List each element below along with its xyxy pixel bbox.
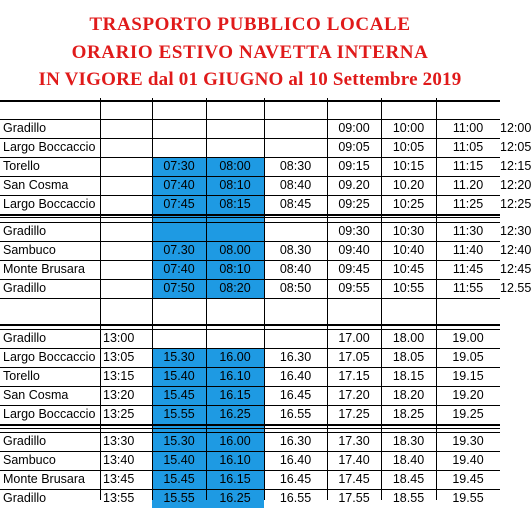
row-divider [0,217,500,218]
departure-time: 16.15 [219,388,251,402]
departure-time: 09:25 [338,197,370,211]
timetable-row [0,260,531,279]
departure-time: 17.45 [338,472,370,486]
timetable-row [0,470,500,489]
departure-time: 18.00 [392,331,425,345]
departure-time: 18.30 [392,434,425,448]
departure-time: 10:45 [392,262,425,276]
departure-time: 10:40 [392,243,425,257]
departure-time: 15.40 [163,453,195,467]
timetable-row [0,348,500,367]
departure-time: 15.55 [163,407,195,421]
title-line-1: TRASPORTO PUBBLICO LOCALE [89,14,411,35]
departure-time: 09:55 [338,281,370,295]
departure-time: 10:00 [392,121,425,135]
departure-time: 09:45 [338,262,370,276]
departure-time: 10:30 [392,224,425,238]
departure-time: 10:15 [392,159,425,173]
validity-line: IN VIGORE dal 01 GIUGNO al 10 Settembre 2019 [38,69,462,90]
departure-time: 18.40 [392,453,425,467]
departure-time: 07.30 [163,243,195,257]
departure-time [152,222,206,241]
departure-time: 16.00 [219,350,251,364]
departure-time: 09:00 [338,121,370,135]
departure-time: 17.55 [338,491,370,505]
departure-time [206,329,264,348]
departure-time: 19.20 [452,388,484,402]
departure-time [152,119,206,138]
departure-time: 18.55 [392,491,425,505]
stop-name: Largo Boccaccio [3,197,96,211]
departure-time: 11:40 [452,243,484,257]
timetable-row [0,367,500,386]
departure-time: 13:55 [103,491,135,505]
departure-time: 07:50 [163,281,195,295]
departure-time: 12:25 [500,197,531,211]
departure-time [100,119,152,138]
stop-name: Monte Brusara [3,472,85,486]
departure-time: 17.15 [338,369,370,383]
departure-time: 09:05 [338,140,370,154]
departure-time: 13:15 [103,369,135,383]
departure-time [100,157,152,176]
departure-time: 18.05 [392,350,425,364]
timetable-row [0,451,500,470]
departure-time: 19.25 [452,407,484,421]
departure-time: 11:45 [452,262,484,276]
departure-time: 19.40 [452,453,484,467]
departure-time: 16.40 [279,369,312,383]
stop-name: Gradillo [3,281,47,295]
departure-time [100,176,152,195]
departure-time: 10.20 [392,178,425,192]
departure-time: 17.00 [338,331,370,345]
departure-time [152,138,206,157]
departure-time: 19.45 [452,472,484,486]
departure-time: 13:00 [103,331,135,345]
departure-time [206,119,264,138]
row-divider [0,298,500,299]
departure-time: 12:30 [500,224,531,238]
departure-time: 16.15 [219,472,251,486]
departure-time: 12:00 [500,121,531,135]
departure-time: 13:40 [103,453,135,467]
departure-time: 19.30 [452,434,484,448]
timetable-row [0,279,531,298]
departure-time: 15.45 [163,388,195,402]
departure-time: 10:55 [392,281,425,295]
departure-time: 19.15 [452,369,484,383]
departure-time: 16.25 [219,407,251,421]
departure-time: 08:10 [219,262,251,276]
departure-time: 12.55 [500,281,531,295]
departure-time: 07:30 [163,159,195,173]
departure-time: 11:30 [452,224,484,238]
departure-time [264,119,327,138]
departure-time: 11:15 [452,159,484,173]
departure-time: 17.05 [338,350,370,364]
stop-name: Torello [3,159,40,173]
departure-time [100,260,152,279]
stop-name: Largo Boccaccio [3,407,96,421]
departure-time: 13:20 [103,388,135,402]
departure-time: 11:55 [452,281,484,295]
departure-time [206,138,264,157]
stop-name: San Cosma [3,178,69,192]
stop-name: Gradillo [3,121,47,135]
stop-name: Gradillo [3,491,47,505]
departure-time: 18.45 [392,472,425,486]
departure-time: 08:40 [279,262,312,276]
timetable-row [0,138,531,157]
departure-time: 09:40 [338,243,370,257]
timetable-grid [0,98,531,505]
departure-time: 11.20 [452,178,484,192]
stop-name: Gradillo [3,224,47,238]
departure-time [100,241,152,260]
departure-time: 08:20 [219,281,251,295]
departure-time [100,138,152,157]
departure-time: 17.40 [338,453,370,467]
timetable-row [0,222,531,241]
departure-time [100,222,152,241]
timetable-row [0,329,500,348]
departure-time: 16.55 [279,491,312,505]
departure-time: 07:40 [163,178,195,192]
row-divider [0,100,500,102]
departure-time: 12:15 [500,159,531,173]
departure-time: 07:45 [163,197,195,211]
stop-name: Monte Brusara [3,262,85,276]
stop-name: Gradillo [3,434,47,448]
stop-name: Largo Boccaccio [3,140,96,154]
timetable-row [0,195,531,214]
departure-time: 17.25 [338,407,370,421]
departure-time: 16.10 [219,453,251,467]
departure-time: 08.00 [219,243,251,257]
departure-time: 18.20 [392,388,425,402]
departure-time: 15.30 [163,434,195,448]
departure-time: 16.40 [279,453,312,467]
departure-time: 10:25 [392,197,425,211]
stop-name: Gradillo [3,331,47,345]
departure-time [100,195,152,214]
departure-time: 11:25 [452,197,484,211]
departure-time: 19.05 [452,350,484,364]
stop-name: San Cosma [3,388,69,402]
departure-time: 13:45 [103,472,135,486]
departure-time: 16.30 [279,434,312,448]
departure-time: 10:05 [392,140,425,154]
departure-time: 11:00 [452,121,484,135]
departure-time: 12:20 [500,178,531,192]
timetable-row [0,157,531,176]
timetable-row [0,489,500,508]
departure-time [264,138,327,157]
departure-time: 09:30 [338,224,370,238]
stop-name: Sambuco [3,243,56,257]
departure-time: 09.20 [338,178,370,192]
departure-time: 07:40 [163,262,195,276]
timetable-row [0,241,531,260]
timetable-row [0,176,531,195]
departure-time: 08.30 [279,243,312,257]
departure-time [152,329,206,348]
departure-time: 13:30 [103,434,135,448]
timetable-row [0,119,531,138]
timetable-header [0,0,500,98]
departure-time: 15.55 [163,491,195,505]
departure-time [206,222,264,241]
row-divider [0,214,500,216]
departure-time: 17.30 [338,434,370,448]
departure-time: 15.40 [163,369,195,383]
stop-name: Largo Boccaccio [3,350,96,364]
row-divider [0,424,500,426]
departure-time: 16.45 [279,472,312,486]
departure-time: 08:00 [219,159,251,173]
departure-time: 16.10 [219,369,251,383]
departure-time: 12:05 [500,140,531,154]
departure-time: 19.00 [452,331,484,345]
departure-time: 16.55 [279,407,312,421]
departure-time: 08:50 [279,281,312,295]
departure-time: 15.30 [163,350,195,364]
departure-time: 11:05 [452,140,484,154]
stop-name: Torello [3,369,40,383]
departure-time: 08:40 [279,178,312,192]
departure-time: 16.30 [279,350,312,364]
departure-time: 17.20 [338,388,370,402]
departure-time [100,279,152,298]
departure-time: 16.00 [219,434,251,448]
row-divider [0,324,500,326]
departure-time: 08:15 [219,197,251,211]
timetable-row [0,432,500,451]
departure-time: 16.25 [219,491,251,505]
departure-time [264,329,327,348]
departure-time: 12:40 [500,243,531,257]
departure-time: 09:15 [338,159,370,173]
row-divider [0,428,500,429]
stop-name: Sambuco [3,453,56,467]
departure-time: 13:05 [103,350,135,364]
departure-time: 08:30 [279,159,312,173]
departure-time [264,222,327,241]
departure-time: 08:10 [219,178,251,192]
departure-time: 18.25 [392,407,425,421]
departure-time: 13:25 [103,407,135,421]
title-line-2: ORARIO ESTIVO NAVETTA INTERNA [71,42,429,63]
timetable-row [0,386,500,405]
departure-time: 18.15 [392,369,425,383]
departure-time: 08:45 [279,197,312,211]
departure-time: 16.45 [279,388,312,402]
departure-time: 15.45 [163,472,195,486]
departure-time: 12:45 [500,262,531,276]
departure-time: 19.55 [452,491,484,505]
timetable-row [0,405,500,424]
